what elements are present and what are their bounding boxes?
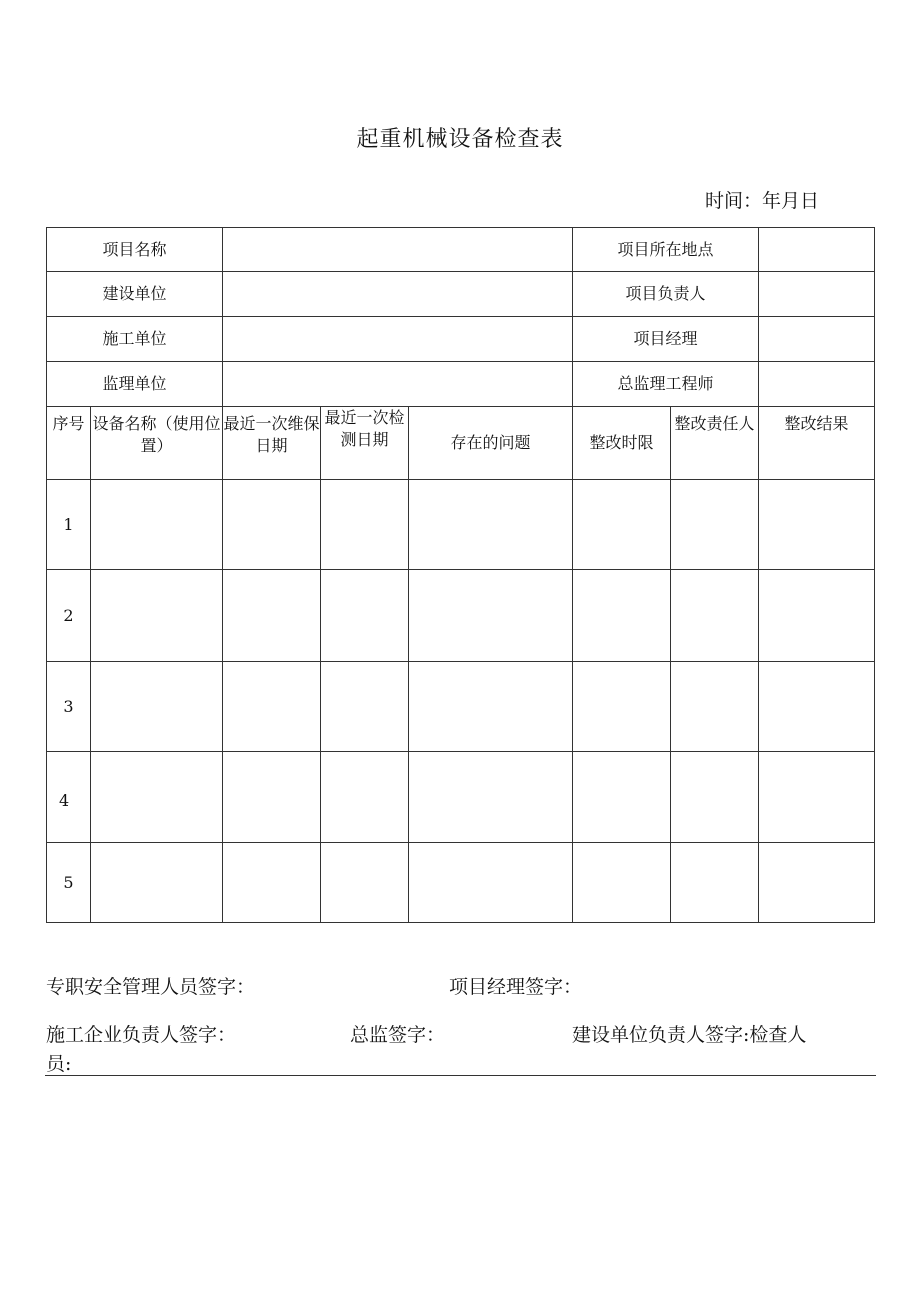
col-header-equipment: 设备名称（使用位置）: [91, 407, 223, 480]
cell[interactable]: [671, 480, 759, 570]
info-value-cell[interactable]: [759, 362, 875, 407]
cell[interactable]: [223, 570, 321, 662]
cell[interactable]: [759, 662, 875, 752]
cell[interactable]: [409, 752, 573, 843]
row-number: 2: [47, 570, 91, 662]
cell[interactable]: [409, 570, 573, 662]
info-label: 总监理工程师: [573, 362, 759, 407]
row-number: 1: [47, 480, 91, 570]
construction-lead-signature: 施工企业负责人签字：: [46, 1024, 237, 1046]
table-row: [47, 843, 875, 923]
cell[interactable]: [91, 480, 223, 570]
info-label: 建设单位: [47, 272, 223, 317]
cell[interactable]: [573, 843, 671, 923]
cell[interactable]: [409, 662, 573, 752]
info-value-cell[interactable]: [223, 317, 573, 362]
cell[interactable]: [321, 662, 409, 752]
col-header-inspection: 最近一次检测日期: [321, 407, 409, 480]
cell[interactable]: [223, 843, 321, 923]
cell[interactable]: [671, 662, 759, 752]
chief-supervisor-signature: 总监签字：: [350, 1024, 446, 1046]
cell[interactable]: [223, 752, 321, 843]
owner-lead-signature: 建设单位负责人签字:检查人: [572, 1024, 807, 1046]
info-label: 项目名称: [47, 228, 223, 272]
info-value-cell[interactable]: [759, 228, 875, 272]
row-number: 4: [47, 752, 91, 843]
cell[interactable]: [671, 752, 759, 843]
safety-officer-signature: 专职安全管理人员签字：: [46, 976, 256, 998]
cell[interactable]: [671, 570, 759, 662]
col-header-seq: 序号: [47, 407, 91, 480]
info-value-cell[interactable]: [759, 272, 875, 317]
cell[interactable]: [321, 752, 409, 843]
cell[interactable]: [91, 570, 223, 662]
col-header-responsible: 整改责任人: [671, 407, 759, 480]
info-value-cell[interactable]: [759, 317, 875, 362]
page-title: 起重机械设备检查表: [356, 127, 564, 152]
signature-rule: [45, 1075, 876, 1076]
info-value-cell[interactable]: [223, 228, 573, 272]
table-row: [47, 570, 875, 662]
cell[interactable]: [671, 843, 759, 923]
table-row: [47, 480, 875, 570]
info-label: 项目经理: [573, 317, 759, 362]
col-header-problems: 存在的问题: [409, 407, 573, 480]
table-row: [47, 752, 875, 843]
date-field: 时间：年月日: [704, 190, 819, 212]
info-row: [47, 228, 875, 272]
info-row: [47, 362, 875, 407]
info-row: [47, 272, 875, 317]
cell[interactable]: [321, 480, 409, 570]
row-number: 3: [47, 662, 91, 752]
cell[interactable]: [409, 843, 573, 923]
info-label: 项目所在地点: [573, 228, 759, 272]
cell[interactable]: [759, 480, 875, 570]
col-header-maintenance: 最近一次维保日期: [223, 407, 321, 480]
row-number: 5: [47, 843, 91, 923]
owner-lead-signature-cont: 员:: [46, 1053, 72, 1075]
cell[interactable]: [573, 480, 671, 570]
cell[interactable]: [573, 752, 671, 843]
table-row: [47, 662, 875, 752]
cell[interactable]: [321, 843, 409, 923]
col-header-deadline: 整改时限: [573, 407, 671, 480]
cell[interactable]: [223, 480, 321, 570]
cell[interactable]: [223, 662, 321, 752]
cell[interactable]: [759, 843, 875, 923]
info-label: 施工单位: [47, 317, 223, 362]
cell[interactable]: [91, 752, 223, 843]
info-value-cell[interactable]: [223, 362, 573, 407]
inspection-table: [46, 227, 875, 923]
info-value-cell[interactable]: [223, 272, 573, 317]
column-header-row: [47, 407, 875, 480]
project-manager-signature: 项目经理签字：: [449, 976, 583, 998]
cell[interactable]: [759, 570, 875, 662]
cell[interactable]: [573, 662, 671, 752]
cell[interactable]: [759, 752, 875, 843]
cell[interactable]: [91, 843, 223, 923]
cell[interactable]: [409, 480, 573, 570]
col-header-result: 整改结果: [759, 407, 875, 480]
cell[interactable]: [573, 570, 671, 662]
info-row: [47, 317, 875, 362]
cell[interactable]: [321, 570, 409, 662]
info-label: 监理单位: [47, 362, 223, 407]
info-label: 项目负责人: [573, 272, 759, 317]
cell[interactable]: [91, 662, 223, 752]
